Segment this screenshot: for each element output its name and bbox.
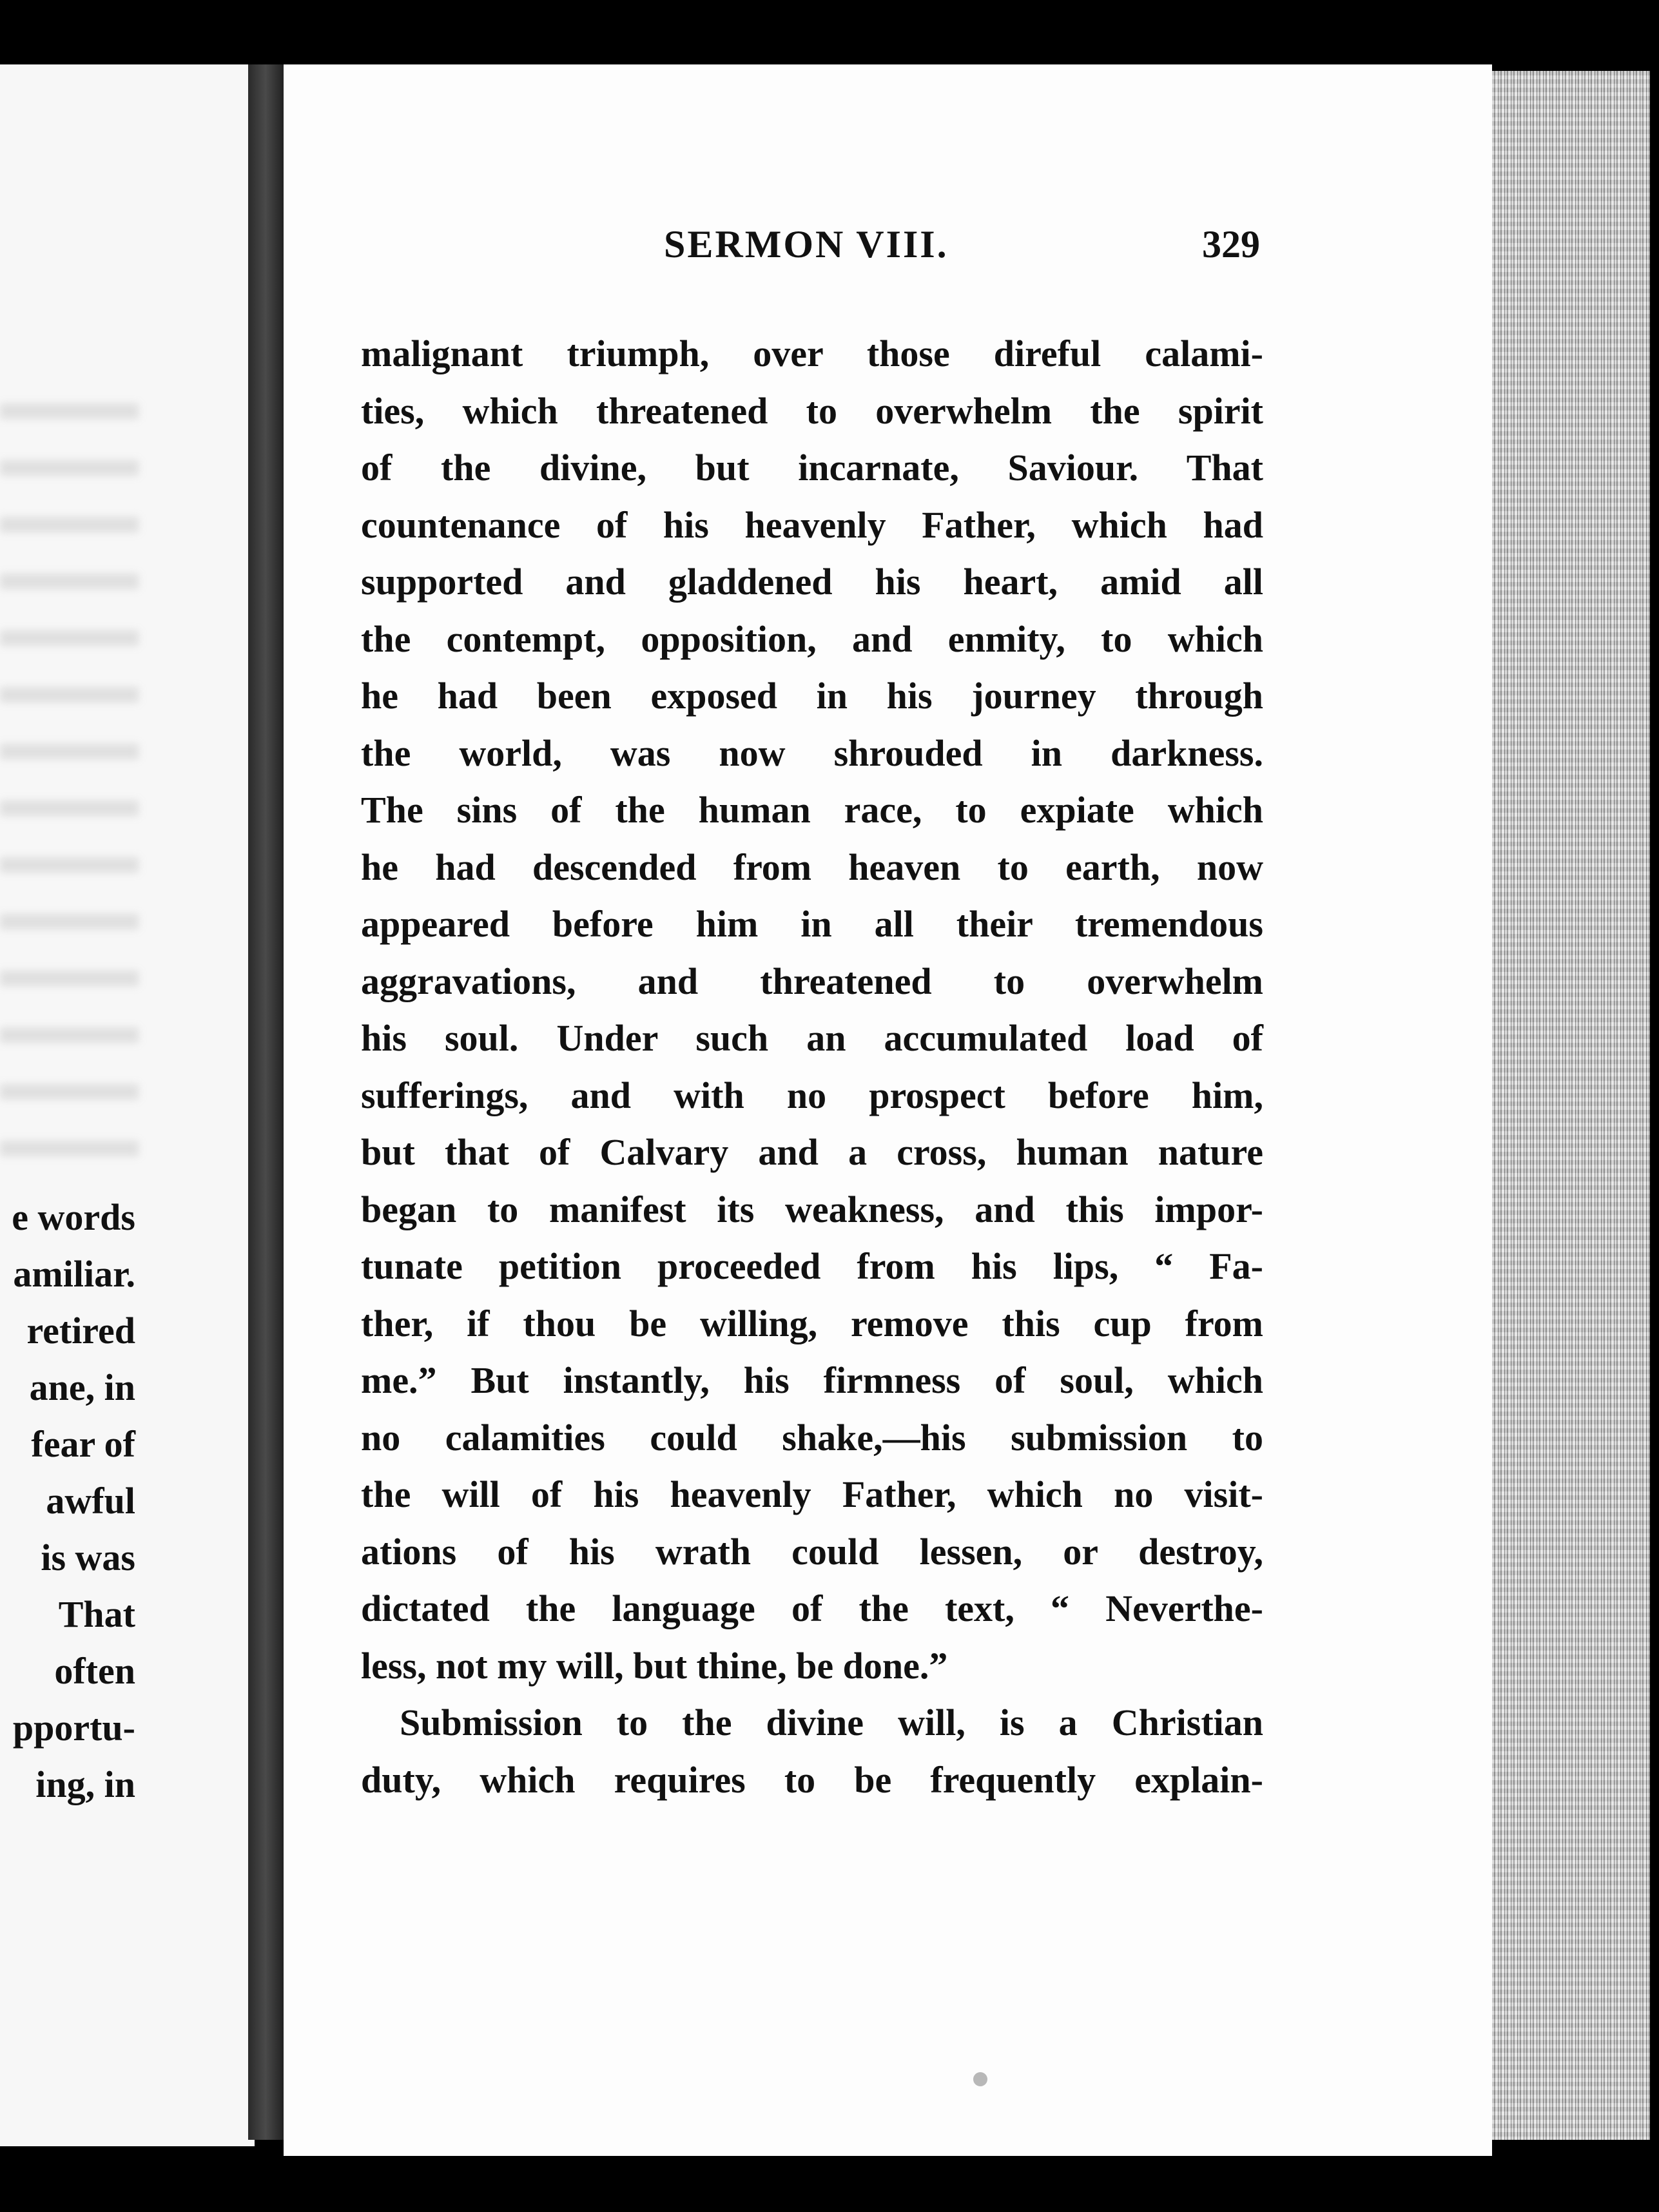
text-line: appeared before him in all their tremendous [361, 903, 1263, 945]
text-line: he had been exposed in his journey through [361, 675, 1263, 717]
left-page-bleed-through [0, 374, 139, 1179]
left-fragment-line: ane, in [29, 1366, 135, 1408]
left-fragment-line: pportu- [12, 1707, 135, 1749]
text-line: malignant triumph, over those direful calami- [361, 333, 1263, 374]
page-number: 329 [1202, 223, 1260, 266]
text-line: the contempt, opposition, and enmity, to which [361, 617, 1263, 660]
left-facing-page [0, 64, 255, 2146]
text-line: began to manifest its weakness, and this impor- [361, 1188, 1263, 1230]
text-line: the world, was now shrouded in darkness. [361, 732, 1263, 774]
text-line: sufferings, and with no prospect before him, [361, 1074, 1263, 1116]
sermon-body-text [361, 325, 1263, 1809]
text-line: his soul. Under such an accumulated load of [361, 1017, 1263, 1059]
text-line: of the divine, but incarnate, Saviour. That [361, 447, 1263, 489]
text-line: tunate petition proceeded from his lips, “ Fa- [361, 1245, 1263, 1287]
left-fragment-line: That [58, 1593, 135, 1635]
text-line: ties, which threatened to overwhelm the spirit [361, 389, 1263, 432]
paragraph-end-line: less, not my will, but thine, be done.” [361, 1644, 948, 1687]
text-line: ther, if thou be willing, remove this cup from [361, 1302, 1263, 1344]
text-line: countenance of his heavenly Father, which had [361, 503, 1263, 546]
text-line: no calamities could shake,—his submission to [361, 1416, 1263, 1459]
left-fragment-line: fear of [31, 1423, 135, 1465]
left-fragment-line: awful [46, 1480, 135, 1522]
text-line: but that of Calvary and a cross, human nature [361, 1131, 1263, 1173]
book-gutter [248, 64, 287, 2140]
left-fragment-line: ing, in [35, 1763, 135, 1805]
text-line: ations of his wrath could lessen, or destroy, [361, 1530, 1263, 1573]
text-line: supported and gladdened his heart, amid all [361, 561, 1263, 603]
left-fragment-line: often [54, 1650, 135, 1692]
left-fragment-line: e words [12, 1196, 135, 1238]
text-line: The sins of the human race, to expiate which [361, 789, 1263, 831]
left-fragment-line: amiliar. [13, 1253, 135, 1295]
text-line: the will of his heavenly Father, which no visit- [361, 1473, 1263, 1515]
left-fragment-line: retired [26, 1310, 135, 1352]
book-page-edges [1492, 71, 1650, 2140]
text-line: me.” But instantly, his firmness of soul, which [361, 1359, 1263, 1401]
text-line: duty, which requires to be frequently explain- [361, 1758, 1263, 1801]
running-title: SERMON VIII. [664, 223, 949, 266]
left-page-text-fragments [0, 1189, 135, 1813]
text-line: dictated the language of the text, “ Neverthe- [361, 1587, 1263, 1629]
left-fragment-line: is was [41, 1537, 135, 1578]
paragraph-start-line: Submission to the divine will, is a Christian [400, 1702, 1263, 1743]
text-line: he had descended from heaven to earth, now [361, 846, 1263, 888]
paper-speck [973, 2072, 987, 2086]
text-line: aggravations, and threatened to overwhelm [361, 960, 1263, 1002]
